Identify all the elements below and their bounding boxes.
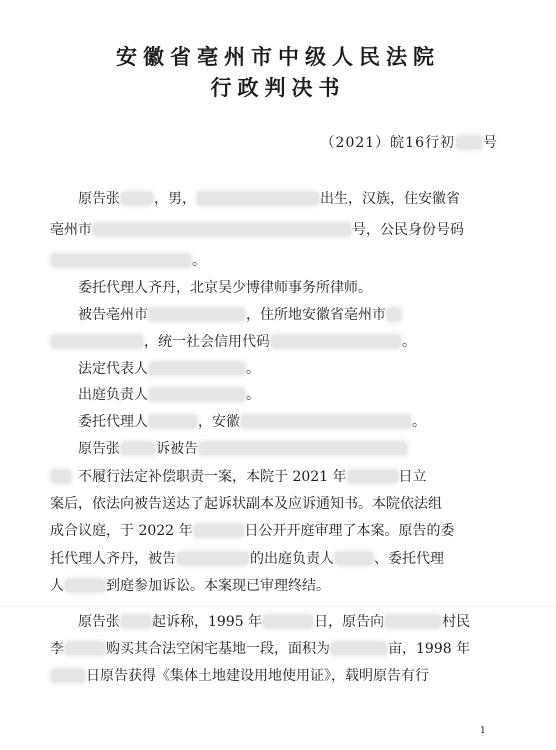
redaction bbox=[121, 442, 155, 455]
redaction bbox=[149, 415, 197, 428]
paragraph-line: 委托代理人 ，安徽 。 bbox=[78, 414, 426, 430]
paragraph-line: 。 bbox=[50, 253, 510, 269]
paragraph-line: 托代理人齐丹，被告 的出庭负责人 、委托代理 bbox=[50, 551, 444, 567]
paragraph-line: 委托代理人齐丹，北京吴少博律师事务所律师。 bbox=[78, 280, 372, 296]
redaction bbox=[241, 415, 411, 428]
scan-fold-line bbox=[0, 606, 556, 607]
court-name: 安徽省亳州市中级人民法院 bbox=[116, 45, 440, 69]
paragraph-line: 李 购买其合法空闲宅基地一段，面积为 亩，1998 年 bbox=[50, 641, 471, 657]
paragraph-line: 案后，依法向被告送达了起诉状副本及应诉通知书。本院依法组 bbox=[50, 496, 442, 512]
redaction bbox=[335, 552, 373, 565]
redaction bbox=[387, 308, 401, 321]
document-type: 行政判决书 bbox=[210, 76, 346, 100]
redaction bbox=[271, 335, 401, 348]
redaction bbox=[149, 388, 245, 401]
paragraph-line: ，统一社会信用代码 。 bbox=[50, 334, 510, 350]
redaction bbox=[331, 642, 387, 655]
redaction bbox=[385, 615, 441, 628]
paragraph-line: 不履行法定补偿职责一案，本院于 2021 年 日立 bbox=[50, 469, 510, 485]
redaction bbox=[65, 579, 105, 592]
redaction bbox=[51, 669, 85, 682]
paragraph-line: 出庭负责人 。 bbox=[78, 387, 260, 403]
paragraph-line: 日原告获得《集体土地建设用地使用证》，载明原告有行 bbox=[50, 668, 510, 684]
redaction bbox=[263, 615, 313, 628]
page-number: 1 bbox=[480, 726, 486, 736]
redaction bbox=[51, 470, 71, 483]
redaction bbox=[121, 192, 153, 205]
redaction bbox=[149, 362, 245, 375]
redaction bbox=[149, 308, 245, 321]
paragraph-line: 被告亳州市 ，住所地安徽省亳州市 bbox=[50, 307, 510, 323]
redaction bbox=[51, 335, 143, 348]
paragraph-line: 法定代表人 。 bbox=[78, 361, 260, 377]
paragraph-line: 成合议庭，于 2022 年 日公开开庭审理了本案。原告的委 bbox=[50, 523, 455, 539]
redaction bbox=[177, 552, 249, 565]
paragraph-line: 原告张 ，男， 出生，汉族，住安徽省 bbox=[78, 191, 460, 207]
redaction bbox=[51, 254, 191, 267]
redaction bbox=[348, 470, 398, 483]
paragraph-line: 人 到庭参加诉讼。本案现已审理终结。 bbox=[50, 578, 330, 594]
redaction bbox=[197, 192, 319, 205]
case-number: （2021）皖16行初 号 bbox=[320, 135, 498, 151]
paragraph-line: 原告张 诉被告 bbox=[50, 441, 510, 457]
redaction bbox=[194, 524, 244, 537]
redaction bbox=[199, 442, 407, 455]
paragraph-line: 原告张 起诉称，1995 年 日，原告向 村民 bbox=[78, 614, 471, 630]
redaction bbox=[65, 642, 105, 655]
redaction bbox=[456, 136, 482, 149]
redaction bbox=[121, 615, 151, 628]
redaction bbox=[93, 223, 351, 236]
paragraph-line: 亳州市 号，公民身份号码 bbox=[50, 222, 464, 238]
